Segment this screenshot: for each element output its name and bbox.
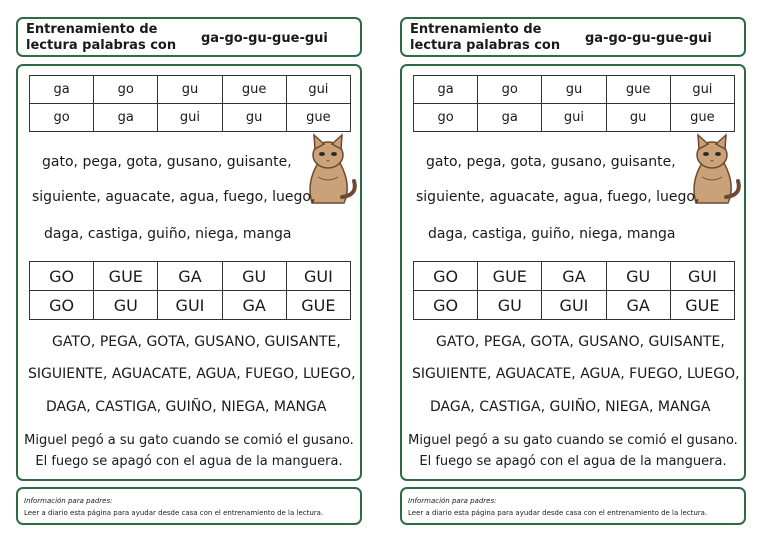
table-row	[30, 291, 351, 320]
word: gato	[426, 154, 458, 170]
table-cell: GO	[414, 291, 478, 320]
table-row	[414, 291, 735, 320]
title-line-1: Entrenamiento de	[26, 22, 158, 37]
word: niega	[195, 226, 235, 242]
syllable-table-lower	[413, 75, 735, 132]
info-label: Información para padres:	[408, 497, 497, 505]
word-line-upper-2: SIGUIENTE, AGUACATE, AGUA, FUEGO, LUEGO,	[412, 366, 740, 382]
word: gusano	[550, 154, 602, 170]
word: daga	[44, 226, 79, 242]
word: gusano	[166, 154, 218, 170]
table-cell: GO	[30, 262, 94, 291]
table-cell: GO	[30, 291, 94, 320]
word: GUIÑO	[165, 399, 213, 415]
table-cell: gui	[670, 76, 734, 104]
table-cell: gu	[158, 76, 222, 104]
info-text: Leer a diario esta página para ayudar desde casa con el entrenamiento de la lectura.	[408, 509, 708, 517]
word: siguiente	[32, 189, 97, 205]
word: guisante	[610, 154, 672, 170]
word-line-upper-2: SIGUIENTE, AGUACATE, AGUA, FUEGO, LUEGO,	[28, 366, 356, 382]
table-cell: ga	[478, 104, 542, 132]
word: guisante	[226, 154, 288, 170]
table-cell: go	[478, 76, 542, 104]
table-cell: go	[30, 104, 94, 132]
word-line-lower-3: daga, castiga, guiño, niega, manga	[428, 226, 676, 242]
syllables-label: ga-go-gu-gue-gui	[585, 31, 712, 46]
header-box	[16, 17, 362, 57]
word: daga	[428, 226, 463, 242]
word: DAGA	[46, 399, 87, 415]
table-cell: gui	[158, 104, 222, 132]
main-box	[16, 64, 362, 481]
table-cell: GUE	[478, 262, 542, 291]
word: AGUACATE	[111, 366, 188, 382]
word: AGUA	[196, 366, 237, 382]
table-cell: GU	[606, 262, 670, 291]
word-line-lower-2: siguiente, aguacate, agua, fuego, luego,	[32, 189, 316, 205]
word: luego	[656, 189, 695, 205]
word: CASTIGA	[479, 399, 541, 415]
header-box	[400, 17, 746, 57]
info-text: Leer a diario esta página para ayudar desde casa con el entrenamiento de la lectura.	[24, 509, 324, 517]
table-row	[414, 104, 735, 132]
syllable-table-upper	[29, 261, 351, 320]
word: aguacate	[105, 189, 171, 205]
table-cell: GUE	[94, 262, 158, 291]
word-line-lower-1: gato, pega, gota, gusano, guisante,	[42, 154, 292, 170]
sentence: El fuego se apagó con el agua de la manguera.	[35, 454, 343, 469]
table-cell: go	[414, 104, 478, 132]
table-cell: GUI	[158, 291, 222, 320]
title	[26, 22, 176, 54]
word: MANGA	[657, 399, 711, 415]
word: gato	[42, 154, 74, 170]
title-line-1: Entrenamiento de	[410, 22, 542, 37]
syllables-label: ga-go-gu-gue-gui	[201, 31, 328, 46]
table-cell: go	[94, 76, 158, 104]
word: gota	[126, 154, 158, 170]
word: GUISANTE	[648, 334, 721, 350]
word: NIEGA	[221, 399, 265, 415]
info-label: Información para padres:	[24, 497, 113, 505]
word: luego	[272, 189, 311, 205]
table-cell: gue	[606, 76, 670, 104]
sentence: Miguel pegó a su gato cuando se comió el gusano.	[24, 433, 354, 448]
word: castiga	[471, 226, 523, 242]
word-line-lower-1: gato, pega, gota, gusano, guisante,	[426, 154, 676, 170]
table-cell: gue	[222, 76, 286, 104]
word: GUIÑO	[549, 399, 597, 415]
table-cell: gu	[606, 104, 670, 132]
word: gota	[510, 154, 542, 170]
word: SIGUIENTE	[28, 366, 103, 382]
word-line-lower-2: siguiente, aguacate, agua, fuego, luego,	[416, 189, 700, 205]
word: NIEGA	[605, 399, 649, 415]
word: castiga	[87, 226, 139, 242]
word: SIGUIENTE	[412, 366, 487, 382]
table-row	[30, 104, 351, 132]
word: siguiente	[416, 189, 481, 205]
table-cell: gue	[670, 104, 734, 132]
table-row	[30, 262, 351, 291]
word: GUISANTE	[264, 334, 337, 350]
table-cell: gu	[222, 104, 286, 132]
table-cell: gue	[286, 104, 350, 132]
table-cell: GUE	[286, 291, 350, 320]
sentence: El fuego se apagó con el agua de la manguera.	[419, 454, 727, 469]
word: GATO	[52, 334, 91, 350]
word: manga	[242, 226, 292, 242]
main-box	[400, 64, 746, 481]
word: AGUACATE	[495, 366, 572, 382]
word-line-upper-3: DAGA, CASTIGA, GUIÑO, NIEGA, MANGA	[430, 399, 711, 415]
table-cell: GUI	[670, 262, 734, 291]
table-row	[414, 76, 735, 104]
word: CASTIGA	[95, 399, 157, 415]
sentence: Miguel pegó a su gato cuando se comió el gusano.	[408, 433, 738, 448]
word: FUEGO	[629, 366, 679, 382]
word: agua	[179, 189, 215, 205]
syllable-table-upper	[413, 261, 735, 320]
worksheet-right	[400, 0, 746, 544]
table-cell: GUI	[286, 262, 350, 291]
word: GATO	[436, 334, 475, 350]
word: PEGA	[483, 334, 522, 350]
word: GOTA	[530, 334, 570, 350]
table-cell: GUI	[542, 291, 606, 320]
word: GUSANO	[578, 334, 640, 350]
word: LUEGO	[687, 366, 736, 382]
table-row	[414, 262, 735, 291]
word: PEGA	[99, 334, 138, 350]
table-cell: GU	[478, 291, 542, 320]
word: manga	[626, 226, 676, 242]
table-cell: GA	[158, 262, 222, 291]
footer-box	[16, 487, 362, 525]
word: pega	[466, 154, 502, 170]
word: GUSANO	[194, 334, 256, 350]
word: LUEGO	[303, 366, 352, 382]
footer-box	[400, 487, 746, 525]
table-cell: ga	[30, 76, 94, 104]
word: fuego	[223, 189, 264, 205]
table-cell: gui	[286, 76, 350, 104]
table-row	[30, 76, 351, 104]
word: niega	[579, 226, 619, 242]
table-cell: GO	[414, 262, 478, 291]
word-line-lower-3: daga, castiga, guiño, niega, manga	[44, 226, 292, 242]
table-cell: gu	[542, 76, 606, 104]
word: FUEGO	[245, 366, 295, 382]
table-cell: ga	[414, 76, 478, 104]
table-cell: GUE	[670, 291, 734, 320]
word: guiño	[147, 226, 187, 242]
title	[410, 22, 560, 54]
word: agua	[563, 189, 599, 205]
table-cell: gui	[542, 104, 606, 132]
word-line-upper-3: DAGA, CASTIGA, GUIÑO, NIEGA, MANGA	[46, 399, 327, 415]
word: MANGA	[273, 399, 327, 415]
word: aguacate	[489, 189, 555, 205]
table-cell: GA	[222, 291, 286, 320]
word-line-upper-1: GATO, PEGA, GOTA, GUSANO, GUISANTE,	[52, 334, 341, 350]
table-cell: GU	[94, 291, 158, 320]
syllable-table-lower	[29, 75, 351, 132]
title-line-2: lectura palabras con	[410, 38, 561, 53]
table-cell: GU	[222, 262, 286, 291]
table-cell: ga	[94, 104, 158, 132]
word: AGUA	[580, 366, 621, 382]
word: GOTA	[146, 334, 186, 350]
word: guiño	[531, 226, 571, 242]
table-cell: GA	[542, 262, 606, 291]
word-line-upper-1: GATO, PEGA, GOTA, GUSANO, GUISANTE,	[436, 334, 725, 350]
word: fuego	[607, 189, 648, 205]
word: DAGA	[430, 399, 471, 415]
title-line-2: lectura palabras con	[26, 38, 177, 53]
table-cell: GA	[606, 291, 670, 320]
word: pega	[82, 154, 118, 170]
worksheet-left	[16, 0, 362, 544]
